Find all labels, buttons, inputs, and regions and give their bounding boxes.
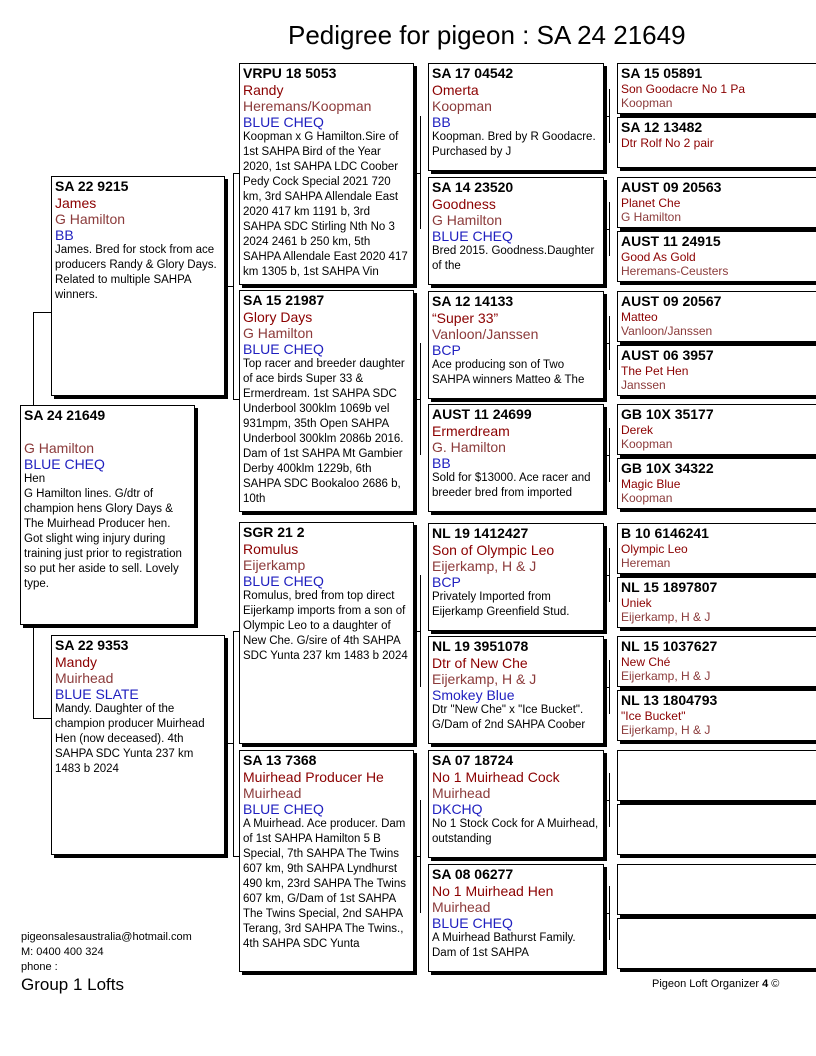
pigeon-name: James <box>55 195 97 211</box>
breeder: Muirhead <box>243 785 302 801</box>
ring-number: NL 19 3951078 <box>432 638 529 654</box>
breeder: Vanloon/Janssen <box>621 324 713 338</box>
ring-number: SA 12 13482 <box>621 119 703 135</box>
info-text: A Muirhead. Ace producer. Dam of 1st SAHPA Hamilton 5 B Special, 7th SAHPA The Twins 607 km, 9th SAHPA Lyndhurst 490 km, 23rd SAHPA The Twins 607 km, G/Dam of 1st SAHPA The Twins Special, 2nd SAHPA Terang, 3rd SAHPA The Twins., 4th SAHPA SDC Yunta <box>243 818 406 950</box>
breeder: G Hamilton <box>55 211 126 227</box>
pigeon-name: Ermerdream <box>432 423 510 439</box>
ring-number: SA 08 06277 <box>432 866 514 882</box>
ring-number: SA 24 21649 <box>24 407 106 423</box>
ring-number: SA 15 05891 <box>621 65 703 81</box>
pigeon-name: Romulus <box>243 541 299 557</box>
breeder: G Hamilton <box>621 210 682 224</box>
breeder: Eijerkamp, H & J <box>621 723 711 737</box>
pigeon-name: The Pet Hen <box>621 364 689 378</box>
ring-number: AUST 09 20563 <box>621 179 722 195</box>
pigeon-name: No 1 Muirhead Cock <box>432 769 560 785</box>
breeder: Eijerkamp <box>243 557 306 573</box>
ancestor-card <box>617 345 816 396</box>
pigeon-name: Olympic Leo <box>621 542 688 556</box>
breeder: G Hamilton <box>243 325 314 341</box>
pigeon-name: Dtr of New Che <box>432 655 528 671</box>
ring-number: AUST 06 3957 <box>621 347 714 363</box>
contact-mobile: M: 0400 400 324 <box>21 946 104 958</box>
ring-number: GB 10X 35177 <box>621 406 714 422</box>
breeder: Heremans/Koopman <box>243 98 372 114</box>
software-version: 4 <box>762 978 769 990</box>
color: BLUE CHEQ <box>24 456 105 472</box>
info-text: G Hamilton lines. G/dtr of champion hens Glory Days & The Muirhead Producer hen. Got slight wing injury during training just prior to registration so put her aside to sell. Lovely type. <box>24 488 182 590</box>
breeder: Eijerkamp, H & J <box>432 558 537 574</box>
info-text: A Muirhead Bathurst Family. Dam of 1st SAHPA <box>432 932 576 959</box>
info-text: James. Bred for stock from ace producers Randy & Glory Days. Related to multiple SAHPA winners. <box>55 244 217 301</box>
pigeon-name: No 1 Muirhead Hen <box>432 883 554 899</box>
pigeon-name: Derek <box>621 423 654 437</box>
ancestor-card <box>617 577 816 628</box>
pigeon-name: Randy <box>243 82 284 98</box>
pigeon-name: Good As Gold <box>621 250 696 264</box>
pigeon-name: Magic Blue <box>621 477 681 491</box>
breeder: Hereman <box>621 556 671 570</box>
info-text: Mandy. Daughter of the champion producer Muirhead Hen (now deceased). 4th SAHPA SDC Yunta 237 km 1483 b 2024 <box>55 703 205 775</box>
great-grandparent-card <box>428 750 604 858</box>
breeder: Koopman <box>621 96 673 110</box>
color: DKCHQ <box>432 801 483 817</box>
breeder: Heremans-Ceusters <box>621 264 729 278</box>
page-title: Pedigree for pigeon : SA 24 21649 <box>288 20 686 50</box>
pigeon-name: Dtr Rolf No 2 pair <box>621 136 714 150</box>
ancestor-card-empty <box>617 864 816 915</box>
ring-number: NL 13 1804793 <box>621 692 718 708</box>
ancestor-card-empty <box>617 918 816 969</box>
great-grandparent-card <box>428 864 604 972</box>
great-grandparent-card <box>428 63 604 171</box>
ring-number: SA 12 14133 <box>432 293 514 309</box>
pigeon-name: “Super 33” <box>432 310 499 326</box>
ancestor-card-empty <box>617 804 816 855</box>
ancestor-card <box>617 523 816 574</box>
info-text: Romulus, bred from top direct Eijerkamp imports from a son of Olympic Leo to a daughter of New Che. G/sire of 4th SAHPA SDC Yunta 237 km 1483 b 2024 <box>243 590 408 662</box>
ring-number: VRPU 18 5053 <box>243 65 337 81</box>
ancestor-card <box>617 636 816 687</box>
subject-pigeon-card <box>20 405 195 625</box>
dam-card <box>51 635 225 855</box>
breeder: Eijerkamp, H & J <box>432 671 537 687</box>
info-text: Dtr "New Che" x "Ice Bucket". G/Dam of 2nd SAHPA Coober <box>432 704 586 731</box>
breeder: Koopman <box>432 98 492 114</box>
pigeon-name: New Ché <box>621 655 671 669</box>
software-name: Pigeon Loft Organizer <box>652 978 760 990</box>
color: Smokey Blue <box>432 687 515 703</box>
breeder: Muirhead <box>432 899 491 915</box>
ancestor-card <box>617 63 816 114</box>
ancestor-card-empty <box>617 750 816 801</box>
ring-number: SA 15 21987 <box>243 292 325 308</box>
grandparent-card <box>239 522 414 744</box>
breeder: G Hamilton <box>432 212 503 228</box>
sire-card <box>51 176 225 396</box>
info-text: Koopman x G Hamilton.Sire of 1st SAHPA Bird of the Year 2020, 1st SAHPA LDC Coober Pedy Cock Special 2021 720 km, 3rd SAHPA Allendale East 2020 417 km 1191 b, 3rd SAHPA SDC Stirling Nth No 3 2024 2461 b 250 km, 5th SAHPA Allendale East 2020 417 km 1305 b, 1st SAHPA Vin <box>243 131 408 278</box>
color: BB <box>55 227 74 243</box>
ancestor-card <box>617 231 816 282</box>
color: BLUE CHEQ <box>432 915 513 931</box>
pigeon-name: Glory Days <box>243 309 313 325</box>
ancestor-card <box>617 117 816 168</box>
breeder: Eijerkamp, H & J <box>621 610 711 624</box>
breeder: G Hamilton <box>24 440 95 456</box>
pigeon-name: Uniek <box>621 596 652 610</box>
info-text: Top racer and breeder daughter of ace birds Super 33 & Ermerdream. 1st SAHPA SDC Underbool 300klm 1069b vel 931mpm, 35th Open SAHPA Underbool 300klm 2086b 2016. Dam of 1st SAHPA Mt Gambier Derby 400klm 1229b, 6th SAHPA SDC Bookaloo 2686 b, 10th <box>243 358 405 505</box>
great-grandparent-card <box>428 523 604 631</box>
grandparent-card <box>239 290 414 512</box>
ancestor-card <box>617 291 816 342</box>
ring-number: SA 14 23520 <box>432 179 514 195</box>
info-text: Koopman. Bred by R Goodacre. Purchased by J <box>432 131 596 158</box>
ring-number: NL 19 1412427 <box>432 525 529 541</box>
breeder: Vanloon/Janssen <box>432 326 539 342</box>
color: BB <box>432 114 451 130</box>
color: BCP <box>432 574 461 590</box>
color: BLUE CHEQ <box>243 573 324 589</box>
ring-number: SA 07 18724 <box>432 752 514 768</box>
grandparent-card <box>239 750 414 972</box>
ring-number: SGR 21 2 <box>243 524 305 540</box>
contact-email: pigeonsalesaustralia@hotmail.com <box>21 931 192 943</box>
pigeon-name: Son Goodacre No 1 Pa <box>621 82 746 96</box>
ring-number: SA 22 9215 <box>55 178 129 194</box>
ring-number: AUST 11 24915 <box>621 233 721 249</box>
pigeon-name: Omerta <box>432 82 479 98</box>
great-grandparent-card <box>428 404 604 512</box>
breeder: Koopman <box>621 491 673 505</box>
ring-number: NL 15 1037627 <box>621 638 718 654</box>
copyright-symbol: © <box>771 978 780 990</box>
color: BLUE CHEQ <box>243 341 324 357</box>
ancestor-card <box>617 458 816 509</box>
ring-number: AUST 11 24699 <box>432 406 532 422</box>
pigeon-name: Matteo <box>621 310 658 324</box>
ring-number: SA 17 04542 <box>432 65 514 81</box>
pigeon-name: Goodness <box>432 196 496 212</box>
software-credit <box>652 978 779 990</box>
ancestor-card <box>617 177 816 228</box>
info-text: Bred 2015. Goodness.Daughter of the <box>432 245 595 272</box>
breeder: G. Hamilton <box>432 439 506 455</box>
color: BLUE SLATE <box>55 686 139 702</box>
breeder: Muirhead <box>432 785 491 801</box>
info-text: Privately Imported from Eijerkamp Greenfield Stud. <box>432 591 570 618</box>
pigeon-name: Son of Olympic Leo <box>432 542 555 558</box>
pigeon-name: "Ice Bucket" <box>621 709 686 723</box>
info-text: Sold for $13000. Ace racer and breeder bred from imported <box>432 472 591 499</box>
pigeon-name: Planet Che <box>621 196 681 210</box>
color: BCP <box>432 342 461 358</box>
grandparent-card <box>239 63 414 285</box>
breeder: Koopman <box>621 437 673 451</box>
great-grandparent-card <box>428 636 604 744</box>
ancestor-card <box>617 690 816 741</box>
contact-phone: phone : <box>21 961 58 973</box>
sex: Hen <box>24 473 46 485</box>
ring-number: GB 10X 34322 <box>621 460 714 476</box>
breeder: Eijerkamp, H & J <box>621 669 711 683</box>
ring-number: AUST 09 20567 <box>621 293 722 309</box>
ring-number: SA 13 7368 <box>243 752 317 768</box>
loft-name: Group 1 Lofts <box>21 975 125 994</box>
color: BLUE CHEQ <box>432 228 513 244</box>
great-grandparent-card <box>428 291 604 399</box>
breeder: Muirhead <box>55 670 114 686</box>
info-text: No 1 Stock Cock for A Muirhead, outstanding <box>432 818 599 845</box>
info-text: Ace producing son of Two SAHPA winners Matteo & The <box>432 359 585 386</box>
ring-number: B 10 6146241 <box>621 525 709 541</box>
color: BLUE CHEQ <box>243 114 324 130</box>
ancestor-card <box>617 404 816 455</box>
pigeon-name: Mandy <box>55 654 98 670</box>
great-grandparent-card <box>428 177 604 285</box>
breeder: Janssen <box>621 378 666 392</box>
pigeon-name: Muirhead Producer He <box>243 769 384 785</box>
pigeon-name <box>24 424 191 440</box>
ring-number: SA 22 9353 <box>55 637 129 653</box>
color: BLUE CHEQ <box>243 801 324 817</box>
color: BB <box>432 455 451 471</box>
ring-number: NL 15 1897807 <box>621 579 718 595</box>
